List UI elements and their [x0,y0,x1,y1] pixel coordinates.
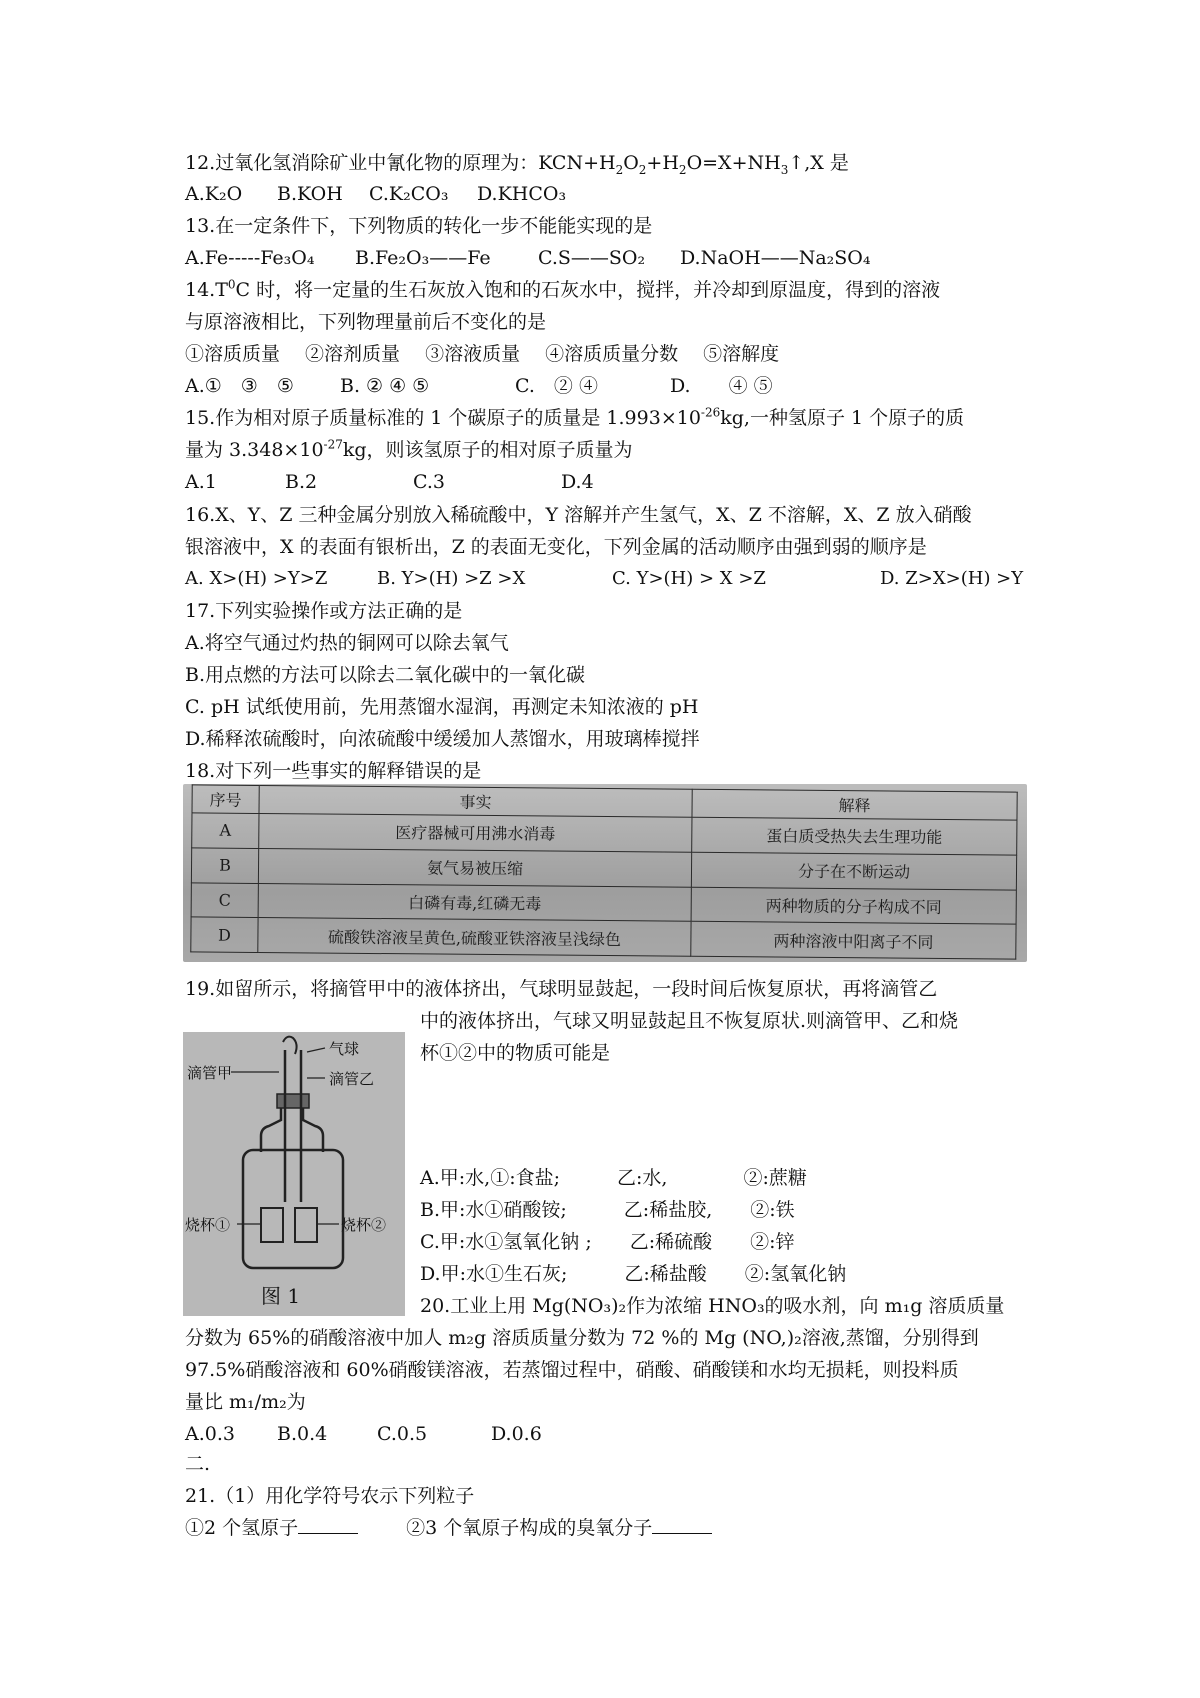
q18-table-photo [183,784,1027,962]
q14-stem-line1: $14.T^0C$ 时，将一定量的生石灰放入饱和的石灰水中，搅拌，并冷却到原温度，得到的溶液 [185,277,941,301]
q19-option-a: A.甲:水,①:食盐; 乙:水, ②:蔗糖 [420,1167,807,1189]
q15-option-d: D.4 [561,471,594,493]
q20-line4: 量比 m₁/m₂为 [185,1391,306,1413]
q15-option-b: B.2 [285,471,318,493]
table-row: C 白磷有毒,红磷无毒 两种物质的分子构成不同 [191,882,1016,924]
q13-option-b: B.Fe₂O₃——Fe [355,247,491,269]
q16-options [185,566,1023,592]
q16-option-c: C. Y>(H) > X >Z [612,568,766,589]
q21-answer-blank-2[interactable] [652,1515,712,1534]
q19-option-d: D.甲:水①生石灰; 乙:稀盐酸 ②:氢氧化钠 [420,1263,847,1285]
label-balloon: 气球 [329,1040,360,1058]
q20-option-d: D.0.6 [491,1423,542,1445]
q17-stem: 17.下列实验操作或方法正确的是 [185,600,463,622]
q14-options [185,373,773,399]
q12-option-b: B.KOH [277,183,343,205]
q14-option-b: B. ② ④ ⑤ [340,375,430,397]
table-row: D 硫酸铁溶液呈黄色,硫酸亚铁溶液呈浅绿色 两种溶液中阳离子不同 [191,917,1016,959]
q16-line1: 16.X、Y、Z 三种金属分别放入稀硫酸中，Y 溶解并产生氢气，X、Z 不溶解，X、Z 放入硝酸 [185,504,972,526]
q19-option-b: B.甲:水①硝酸铵; 乙:稀盐胶, ②:铁 [420,1199,795,1221]
q18-table [190,784,1017,959]
q16-option-b: B. Y>(H) >Z >X [377,568,526,589]
q20-line3: 97.5%硝酸溶液和 60%硝酸镁溶液，若蒸馏过程中，硝酸、硝酸镁和水均无损耗，则投料质 [185,1359,959,1381]
q14-option-a: A.① ③ ⑤ [185,375,294,397]
q19-line1: 19.如留所示，将摘管甲中的液体挤出，气球明显鼓起，一段时间后恢复原状，再将滴管乙 [185,978,938,1000]
label-dropper-a: 滴管甲 [187,1064,233,1082]
q19-line2: 中的液体挤出，气球又明显鼓起且不恢复原状.则滴管甲、乙和烧 [420,1010,959,1032]
q15-options [185,469,594,495]
q14-items: ①溶质质量 ②溶剂质量 ③溶液质量 ④溶质质量分数 ⑤溶解度 [185,343,780,365]
label-beaker-2: 烧杯② [341,1216,387,1234]
label-dropper-b: 滴管乙 [329,1070,375,1088]
q14-stem-line2: 与原溶液相比，下列物理量前后不变化的是 [185,311,547,333]
q13-option-a: A.Fe-----Fe₃O₄ [185,247,315,269]
q15-line2: 量为 $3.348\times 10^{-27}kg$，则该氢原子的相对原子质量为 [185,437,633,461]
q21-stem: 21.（1）用化学符号农示下列粒子 [185,1485,475,1507]
q13-options [185,245,870,271]
q13-stem: 13.在一定条件下，下列物质的转化一步不能能实现的是 [185,215,653,237]
q18-header-fact: 事实 [259,785,692,817]
q20-option-b: B.0.4 [277,1423,328,1445]
q21-item-1: ①2 个氢原子 [185,1517,299,1539]
q18-header-index: 序号 [192,785,259,814]
q20-options [185,1421,542,1447]
q17-option-c: C. pH 试纸使用前，先用蒸馏水湿润，再测定未知浓液的 pH [185,696,699,718]
q17-option-a: A.将空气通过灼热的铜网可以除去氧气 [185,632,509,654]
q16-option-d: D. Z>X>(H) >Y [880,568,1024,589]
q13-option-c: C.S——SO₂ [538,247,646,269]
q19-line3: 杯①②中的物质可能是 [420,1042,611,1064]
q12-option-c: C.K₂CO₃ [369,183,449,205]
q15-line1: 15.作为相对原子质量标准的 1 个碳原子的质量是 $1.993\times 10^{-26}kg$,一种氢原子 1 个原子的质 [185,405,965,429]
q17-option-b: B.用点燃的方法可以除去二氧化碳中的一氧化碳 [185,664,586,686]
q12-stem: 12.过氧化氢消除矿业中氰化物的原理为：$KCN+H_2O_2+H_2O=X+NH_3↑,X$ 是 [185,152,849,177]
q20-option-c: C.0.5 [377,1423,428,1445]
q21-item-2: ②3 个氧原子构成的臭氧分子 [406,1517,653,1539]
table-row: A 医疗器械可用沸水消毒 蛋白质受热失去生理功能 [192,813,1017,855]
q15-option-c: C.3 [413,471,445,493]
q16-option-a: A. X>(H) >Y>Z [185,568,328,589]
q12-option-a: A.K₂O [185,183,243,205]
q14-option-d: D. ④ ⑤ [670,375,773,397]
q18-header-explanation: 解释 [692,789,1017,820]
q19-option-c: C.甲:水①氢氧化钠 ; 乙:稀硫酸 ②:锌 [420,1231,795,1253]
q13-option-d: D.NaOH——Na₂SO₄ [680,247,871,269]
q18-stem: 18.对下列一些事实的解释错误的是 [185,760,482,782]
q15-option-a: A.1 [185,471,217,493]
q14-option-c: C. ② ④ [515,375,598,397]
q20-option-a: A.0.3 [185,1423,235,1445]
q12-options [185,181,566,207]
q20-line1: 20.工业上用 Mg(NO₃)₂作为浓缩 HNO₃的吸水剂，向 m₁g 溶质质量 [420,1295,1005,1317]
q21-items [185,1515,712,1541]
label-beaker-1: 烧杯① [185,1216,231,1234]
q19-figure [183,1032,405,1316]
q17-option-d: D.稀释浓硫酸时，向浓硫酸中缓缓加人蒸馏水，用玻璃棒搅拌 [185,728,700,750]
figure-caption: 图 1 [261,1284,301,1308]
q20-line2: 分数为 65%的硝酸溶液中加人 m₂g 溶质质量分数为 72 %的 Mg (NO,)₂溶液,蒸馏，分别得到 [185,1327,979,1349]
table-row: B 氨气易被压缩 分子在不断运动 [191,848,1016,890]
q16-line2: 银溶液中，X 的表面有银析出，Z 的表面无变化，下列金属的活动顺序由强到弱的顺序是 [185,536,927,558]
q21-answer-blank-1[interactable] [298,1515,358,1534]
q12-option-d: D.KHCO₃ [477,183,567,205]
section-2-heading: 二. [185,1453,211,1475]
